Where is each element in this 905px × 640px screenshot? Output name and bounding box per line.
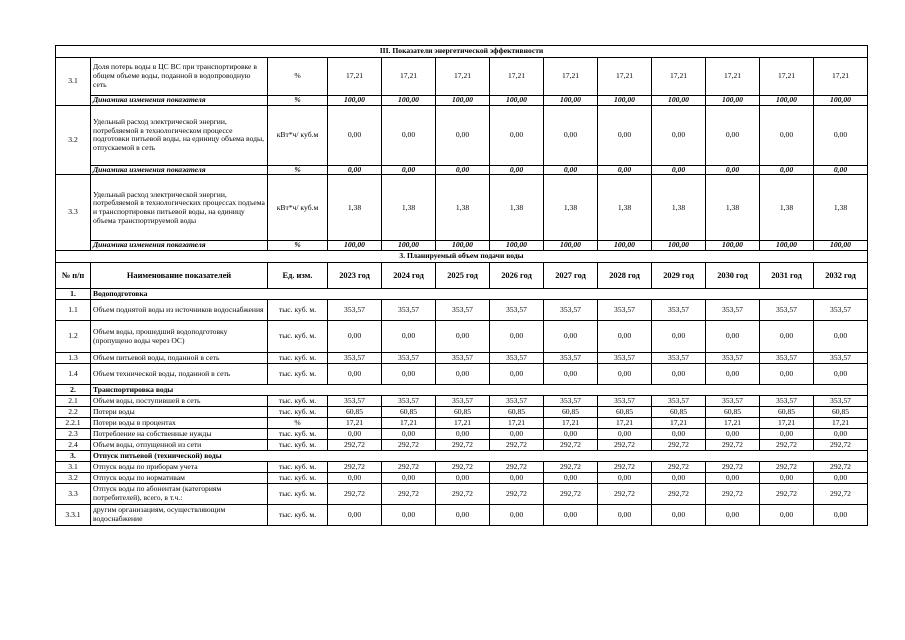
value-cell: 60,85 — [382, 407, 436, 418]
value-cell: 0,00 — [652, 165, 706, 175]
table-row — [56, 473, 868, 484]
row-name: Объем воды, отпущенной из сети — [91, 440, 268, 451]
value-cell: 0,00 — [706, 321, 760, 353]
value-cell: 100,00 — [760, 96, 814, 106]
value-cell: 0,00 — [490, 321, 544, 353]
row-name: Доля потерь воды в ЦС ВС при транспортировке в общем объеме воды, поданной в водопроводную сеть — [91, 58, 268, 96]
value-cell: 0,00 — [760, 473, 814, 484]
value-cell: 292,72 — [328, 440, 382, 451]
value-cell: 100,00 — [436, 96, 490, 106]
value-cell: 353,57 — [436, 353, 490, 364]
value-cell: 292,72 — [328, 462, 382, 473]
value-cell: 0,00 — [490, 505, 544, 526]
value-cell: 0,00 — [544, 105, 598, 165]
value-cell: 17,21 — [814, 58, 868, 96]
header-name: Наименование показателей — [91, 263, 268, 289]
value-cell: 0,00 — [382, 165, 436, 175]
row-unit: тыс. куб. м. — [268, 440, 328, 451]
value-cell: 292,72 — [760, 440, 814, 451]
row-name: Объем воды, прошедший водоподготовку (пропущено воды через ОС) — [91, 321, 268, 353]
value-cell: 0,00 — [706, 105, 760, 165]
table-row — [56, 300, 868, 321]
value-cell: 17,21 — [328, 418, 382, 429]
value-cell: 0,00 — [490, 165, 544, 175]
header-year: 2026 год — [490, 263, 544, 289]
header-unit: Ед. изм. — [268, 263, 328, 289]
value-cell: 0,00 — [436, 429, 490, 440]
header-year: 2031 год — [760, 263, 814, 289]
value-cell: 353,57 — [436, 300, 490, 321]
table-row — [56, 429, 868, 440]
value-cell: 353,57 — [652, 300, 706, 321]
header-num: № п/п — [56, 263, 91, 289]
value-cell: 0,00 — [328, 105, 382, 165]
value-cell: 1,38 — [490, 175, 544, 241]
value-cell: 17,21 — [436, 58, 490, 96]
value-cell: 292,72 — [436, 484, 490, 505]
value-cell: 0,00 — [544, 321, 598, 353]
value-cell: 292,72 — [760, 462, 814, 473]
value-cell: 1,38 — [544, 175, 598, 241]
table-row — [56, 462, 868, 473]
value-cell: 100,00 — [328, 96, 382, 106]
value-cell: 353,57 — [706, 300, 760, 321]
row-number: 2.3 — [56, 429, 91, 440]
group-title: Водоподготовка — [91, 289, 868, 300]
table-row — [56, 364, 868, 385]
header-year: 2024 год — [382, 263, 436, 289]
row-unit: тыс. куб. м. — [268, 473, 328, 484]
header-year: 2023 год — [328, 263, 382, 289]
value-cell: 292,72 — [814, 462, 868, 473]
header-year: 2029 год — [652, 263, 706, 289]
table-row — [56, 418, 868, 429]
value-cell: 292,72 — [652, 484, 706, 505]
value-cell: 353,57 — [436, 396, 490, 407]
row-unit: % — [268, 418, 328, 429]
value-cell: 0,00 — [598, 165, 652, 175]
row-name: Удельный расход электрической энергии, потребляемой в технологических процессах подъема и транспортировки питьевой воды, на единицу объема транспортируемой воды — [91, 175, 268, 241]
value-cell: 60,85 — [706, 407, 760, 418]
value-cell: 0,00 — [814, 364, 868, 385]
value-cell: 0,00 — [490, 364, 544, 385]
value-cell: 0,00 — [706, 473, 760, 484]
value-cell: 0,00 — [598, 473, 652, 484]
value-cell: 1,38 — [814, 175, 868, 241]
value-cell: 0,00 — [544, 429, 598, 440]
value-cell: 17,21 — [706, 418, 760, 429]
value-cell: 353,57 — [652, 396, 706, 407]
dynamics-label: Динамика изменения показателя — [91, 96, 268, 106]
value-cell: 0,00 — [598, 505, 652, 526]
group-number: 1. — [56, 289, 91, 300]
value-cell: 353,57 — [706, 396, 760, 407]
value-cell: 0,00 — [652, 364, 706, 385]
value-cell: 0,00 — [814, 165, 868, 175]
value-cell: 292,72 — [760, 484, 814, 505]
table-row — [56, 396, 868, 407]
dynamics-row — [56, 241, 868, 251]
value-cell: 1,38 — [652, 175, 706, 241]
value-cell: 0,00 — [328, 505, 382, 526]
value-cell: 292,72 — [814, 440, 868, 451]
value-cell: 17,21 — [382, 58, 436, 96]
row-unit: тыс. куб. м. — [268, 321, 328, 353]
value-cell: 100,00 — [382, 241, 436, 251]
group-row — [56, 289, 868, 300]
value-cell: 17,21 — [382, 418, 436, 429]
group-row — [56, 451, 868, 462]
row-number: 1.3 — [56, 353, 91, 364]
value-cell: 353,57 — [328, 396, 382, 407]
table-row — [56, 175, 868, 241]
value-cell: 1,38 — [760, 175, 814, 241]
value-cell: 17,21 — [598, 58, 652, 96]
group-title: Отпуск питьевой (технической) воды — [91, 451, 868, 462]
value-cell: 0,00 — [598, 429, 652, 440]
value-cell: 0,00 — [328, 321, 382, 353]
row-number: 2.1 — [56, 396, 91, 407]
row-unit: тыс. куб. м. — [268, 300, 328, 321]
value-cell: 1,38 — [436, 175, 490, 241]
row-unit: тыс. куб. м. — [268, 462, 328, 473]
value-cell: 60,85 — [436, 407, 490, 418]
header-year: 2032 год — [814, 263, 868, 289]
value-cell: 353,57 — [814, 353, 868, 364]
value-cell: 0,00 — [436, 165, 490, 175]
row-number: 2.4 — [56, 440, 91, 451]
value-cell: 17,21 — [598, 418, 652, 429]
value-cell: 353,57 — [814, 300, 868, 321]
value-cell: 0,00 — [814, 321, 868, 353]
row-number: 2.2.1 — [56, 418, 91, 429]
row-name: Удельный расход электрической энергии, потребляемой в технологическом процессе подготовки питьевой воды, на единицу объема воды, отпускаемой в сеть — [91, 105, 268, 165]
header-year: 2030 год — [706, 263, 760, 289]
value-cell: 292,72 — [382, 484, 436, 505]
header-year: 2025 год — [436, 263, 490, 289]
group-number: 2. — [56, 385, 91, 396]
value-cell: 0,00 — [652, 321, 706, 353]
value-cell: 60,85 — [544, 407, 598, 418]
value-cell: 353,57 — [328, 353, 382, 364]
row-name: другим организациям, осуществляющим водоснабжение — [91, 505, 268, 526]
value-cell: 353,57 — [544, 353, 598, 364]
value-cell: 100,00 — [490, 96, 544, 106]
value-cell: 292,72 — [490, 462, 544, 473]
table-row — [56, 505, 868, 526]
value-cell: 17,21 — [436, 418, 490, 429]
value-cell: 292,72 — [598, 462, 652, 473]
header-year: 2028 год — [598, 263, 652, 289]
value-cell: 353,57 — [760, 396, 814, 407]
value-cell: 353,57 — [544, 300, 598, 321]
dynamics-label: Динамика изменения показателя — [91, 165, 268, 175]
group-title: Транспортировка воды — [91, 385, 868, 396]
row-number: 3.1 — [56, 58, 91, 106]
value-cell: 60,85 — [814, 407, 868, 418]
row-name: Отпуск воды по нормативам — [91, 473, 268, 484]
value-cell: 100,00 — [706, 96, 760, 106]
value-cell: 0,00 — [706, 165, 760, 175]
value-cell: 17,21 — [328, 58, 382, 96]
row-unit: тыс. куб. м. — [268, 407, 328, 418]
row-name: Потребление на собственные нужды — [91, 429, 268, 440]
value-cell: 0,00 — [706, 505, 760, 526]
table-row — [56, 440, 868, 451]
value-cell: 1,38 — [706, 175, 760, 241]
section-title: 3. Планируемый объем подачи воды — [56, 251, 868, 263]
section-title: III. Показатели энергетической эффективности — [56, 46, 868, 58]
value-cell: 0,00 — [652, 105, 706, 165]
table-row — [56, 353, 868, 364]
dynamics-row — [56, 96, 868, 106]
dynamics-row — [56, 165, 868, 175]
value-cell: 17,21 — [652, 418, 706, 429]
row-unit: % — [268, 241, 328, 251]
row-number: 3.3.1 — [56, 505, 91, 526]
value-cell: 100,00 — [544, 241, 598, 251]
value-cell: 292,72 — [544, 462, 598, 473]
row-unit: тыс. куб. м. — [268, 429, 328, 440]
value-cell: 100,00 — [652, 96, 706, 106]
value-cell: 0,00 — [436, 321, 490, 353]
row-unit: тыс. куб. м. — [268, 353, 328, 364]
value-cell: 0,00 — [328, 429, 382, 440]
value-cell: 0,00 — [328, 165, 382, 175]
value-cell: 292,72 — [544, 484, 598, 505]
value-cell: 0,00 — [814, 473, 868, 484]
value-cell: 0,00 — [760, 429, 814, 440]
dynamics-label: Динамика изменения показателя — [91, 241, 268, 251]
row-number: 1.2 — [56, 321, 91, 353]
value-cell: 100,00 — [598, 241, 652, 251]
value-cell: 0,00 — [382, 364, 436, 385]
value-cell: 292,72 — [598, 484, 652, 505]
value-cell: 353,57 — [490, 353, 544, 364]
value-cell: 292,72 — [490, 484, 544, 505]
group-row — [56, 385, 868, 396]
value-cell: 100,00 — [598, 96, 652, 106]
value-cell: 0,00 — [382, 105, 436, 165]
value-cell: 60,85 — [598, 407, 652, 418]
row-name: Потери воды — [91, 407, 268, 418]
value-cell: 292,72 — [382, 440, 436, 451]
value-cell: 353,57 — [598, 353, 652, 364]
value-cell: 60,85 — [652, 407, 706, 418]
value-cell: 17,21 — [706, 58, 760, 96]
value-cell: 0,00 — [544, 364, 598, 385]
value-cell: 100,00 — [814, 241, 868, 251]
value-cell: 353,57 — [652, 353, 706, 364]
header-year: 2027 год — [544, 263, 598, 289]
row-name: Объем технической воды, поданной в сеть — [91, 364, 268, 385]
row-unit: % — [268, 165, 328, 175]
row-name: Объем питьевой воды, поданной в сеть — [91, 353, 268, 364]
value-cell: 292,72 — [652, 440, 706, 451]
value-cell: 353,57 — [598, 300, 652, 321]
value-cell: 0,00 — [544, 473, 598, 484]
value-cell: 353,57 — [706, 353, 760, 364]
value-cell: 292,72 — [328, 484, 382, 505]
table-row — [56, 407, 868, 418]
value-cell: 353,57 — [544, 396, 598, 407]
value-cell: 353,57 — [490, 300, 544, 321]
value-cell: 353,57 — [382, 353, 436, 364]
value-cell: 292,72 — [436, 462, 490, 473]
row-unit: кВт*ч/ куб.м — [268, 105, 328, 165]
group-number: 3. — [56, 451, 91, 462]
value-cell: 292,72 — [544, 440, 598, 451]
section-title-row — [56, 46, 868, 58]
value-cell: 292,72 — [436, 440, 490, 451]
value-cell: 100,00 — [382, 96, 436, 106]
row-name: Потери воды в процентах — [91, 418, 268, 429]
value-cell: 0,00 — [760, 321, 814, 353]
value-cell: 0,00 — [760, 505, 814, 526]
value-cell: 17,21 — [490, 58, 544, 96]
value-cell: 1,38 — [382, 175, 436, 241]
header-row — [56, 263, 868, 289]
value-cell: 292,72 — [490, 440, 544, 451]
value-cell: 0,00 — [760, 105, 814, 165]
row-number: 3.2 — [56, 105, 91, 175]
value-cell: 0,00 — [706, 364, 760, 385]
value-cell: 0,00 — [544, 505, 598, 526]
value-cell: 17,21 — [544, 58, 598, 96]
value-cell: 0,00 — [328, 364, 382, 385]
value-cell: 100,00 — [760, 241, 814, 251]
value-cell: 353,57 — [760, 353, 814, 364]
table-row — [56, 105, 868, 165]
value-cell: 17,21 — [760, 418, 814, 429]
value-cell: 0,00 — [652, 473, 706, 484]
value-cell: 0,00 — [382, 429, 436, 440]
table-row — [56, 58, 868, 96]
value-cell: 0,00 — [598, 105, 652, 165]
row-unit: тыс. куб. м. — [268, 364, 328, 385]
value-cell: 353,57 — [328, 300, 382, 321]
value-cell: 60,85 — [490, 407, 544, 418]
row-name: Объем воды, поступившей в сеть — [91, 396, 268, 407]
row-number: 1.4 — [56, 364, 91, 385]
value-cell: 0,00 — [490, 473, 544, 484]
value-cell: 292,72 — [598, 440, 652, 451]
row-number: 1.1 — [56, 300, 91, 321]
value-cell: 0,00 — [652, 505, 706, 526]
value-cell: 0,00 — [652, 429, 706, 440]
row-number: 2.2 — [56, 407, 91, 418]
value-cell: 1,38 — [598, 175, 652, 241]
value-cell: 353,57 — [490, 396, 544, 407]
value-cell: 100,00 — [652, 241, 706, 251]
table-row — [56, 484, 868, 505]
value-cell: 292,72 — [706, 484, 760, 505]
value-cell: 0,00 — [436, 105, 490, 165]
value-cell: 17,21 — [490, 418, 544, 429]
value-cell: 0,00 — [382, 321, 436, 353]
value-cell: 60,85 — [760, 407, 814, 418]
value-cell: 0,00 — [436, 364, 490, 385]
value-cell: 0,00 — [706, 429, 760, 440]
section-title-row — [56, 251, 868, 263]
value-cell: 100,00 — [814, 96, 868, 106]
value-cell: 100,00 — [328, 241, 382, 251]
value-cell: 0,00 — [382, 473, 436, 484]
value-cell: 292,72 — [652, 462, 706, 473]
value-cell: 17,21 — [652, 58, 706, 96]
value-cell: 292,72 — [382, 462, 436, 473]
value-cell: 0,00 — [814, 429, 868, 440]
value-cell: 1,38 — [328, 175, 382, 241]
row-unit: тыс. куб. м. — [268, 396, 328, 407]
value-cell: 0,00 — [436, 473, 490, 484]
value-cell: 0,00 — [598, 321, 652, 353]
value-cell: 100,00 — [436, 241, 490, 251]
row-name: Объем поднятой воды из источников водоснабжения — [91, 300, 268, 321]
value-cell: 60,85 — [328, 407, 382, 418]
value-cell: 0,00 — [760, 364, 814, 385]
row-unit: кВт*ч/ куб.м — [268, 175, 328, 241]
indicators-table — [55, 45, 868, 526]
value-cell: 0,00 — [814, 105, 868, 165]
row-name: Отпуск воды по абонентам (категориям потребителей), всего, в т.ч.: — [91, 484, 268, 505]
value-cell: 100,00 — [544, 96, 598, 106]
row-unit: % — [268, 58, 328, 96]
value-cell: 292,72 — [814, 484, 868, 505]
value-cell: 0,00 — [544, 165, 598, 175]
value-cell: 0,00 — [598, 364, 652, 385]
row-unit: тыс. куб. м. — [268, 484, 328, 505]
value-cell: 100,00 — [706, 241, 760, 251]
value-cell: 292,72 — [706, 462, 760, 473]
value-cell: 0,00 — [436, 505, 490, 526]
value-cell: 17,21 — [760, 58, 814, 96]
row-number: 3.3 — [56, 175, 91, 251]
row-unit: тыс. куб. м. — [268, 505, 328, 526]
value-cell: 0,00 — [760, 165, 814, 175]
value-cell: 0,00 — [490, 105, 544, 165]
value-cell: 0,00 — [814, 505, 868, 526]
table-row — [56, 321, 868, 353]
row-number: 3.2 — [56, 473, 91, 484]
row-name: Отпуск воды по приборам учета — [91, 462, 268, 473]
row-number: 3.3 — [56, 484, 91, 505]
value-cell: 353,57 — [382, 300, 436, 321]
value-cell: 353,57 — [598, 396, 652, 407]
value-cell: 0,00 — [490, 429, 544, 440]
value-cell: 353,57 — [760, 300, 814, 321]
value-cell: 100,00 — [490, 241, 544, 251]
value-cell: 0,00 — [382, 505, 436, 526]
value-cell: 292,72 — [706, 440, 760, 451]
row-unit: % — [268, 96, 328, 106]
value-cell: 0,00 — [328, 473, 382, 484]
row-number: 3.1 — [56, 462, 91, 473]
value-cell: 353,57 — [814, 396, 868, 407]
value-cell: 17,21 — [544, 418, 598, 429]
value-cell: 17,21 — [814, 418, 868, 429]
value-cell: 353,57 — [382, 396, 436, 407]
